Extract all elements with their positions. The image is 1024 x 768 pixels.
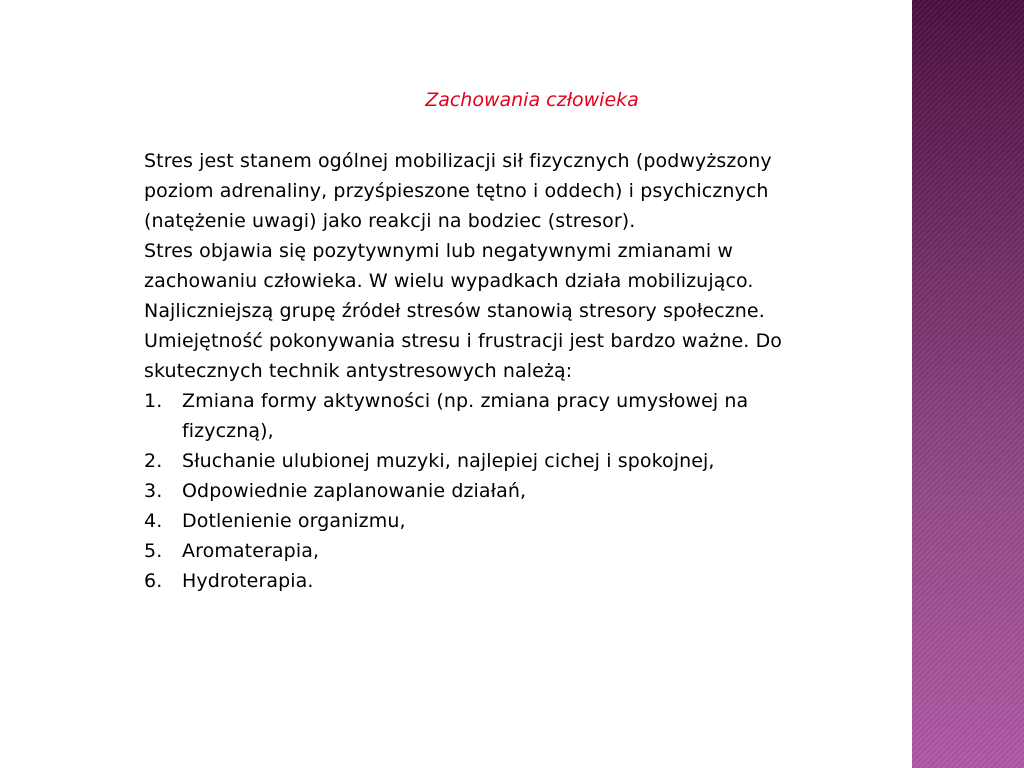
slide-title: Zachowania człowieka [425, 89, 639, 111]
list-item-text: fizyczną), [182, 420, 274, 442]
list-number: 6. [144, 570, 163, 592]
list-number: 2. [144, 450, 163, 472]
list-item-text: Hydroterapia. [182, 570, 314, 592]
body-line: skutecznych technik antystresowych należą: [144, 360, 573, 382]
list-item [144, 446, 914, 476]
list-item-text: Aromaterapia, [182, 540, 320, 562]
list-item-text: Zmiana formy aktywności (np. zmiana pracy umysłowej na [182, 390, 749, 412]
body-line: (natężenie uwagi) jako reakcji na bodziec (stresor). [144, 210, 636, 232]
body-line: zachowaniu człowieka. W wielu wypadkach działa mobilizująco. [144, 270, 754, 292]
body-line: Stres jest stanem ogólnej mobilizacji sił fizycznych (podwyższony [144, 150, 772, 172]
body-line: Najliczniejszą grupę źródeł stresów stanowią stresory społeczne. [144, 300, 765, 322]
body-line: Umiejętność pokonywania stresu i frustracji jest bardzo ważne. Do [144, 330, 783, 352]
list-item [144, 386, 914, 446]
list-item [144, 476, 914, 506]
list-number: 3. [144, 480, 163, 502]
list-item-text: Dotlenienie organizmu, [182, 510, 406, 532]
list-item-text: Odpowiednie zaplanowanie działań, [182, 480, 527, 502]
list-item [144, 536, 914, 566]
list-item-text: Słuchanie ulubionej muzyki, najlepiej cichej i spokojnej, [182, 450, 715, 472]
technique-list [144, 386, 914, 596]
list-number: 5. [144, 540, 163, 562]
slide-body [144, 146, 914, 596]
list-item [144, 566, 914, 596]
list-number: 4. [144, 510, 163, 532]
list-number: 1. [144, 390, 163, 412]
body-line: Stres objawia się pozytywnymi lub negatywnymi zmianami w [144, 240, 734, 262]
decorative-side-band [912, 0, 1024, 768]
list-item [144, 506, 914, 536]
body-line: poziom adrenaliny, przyśpieszone tętno i oddech) i psychicznych [144, 180, 769, 202]
